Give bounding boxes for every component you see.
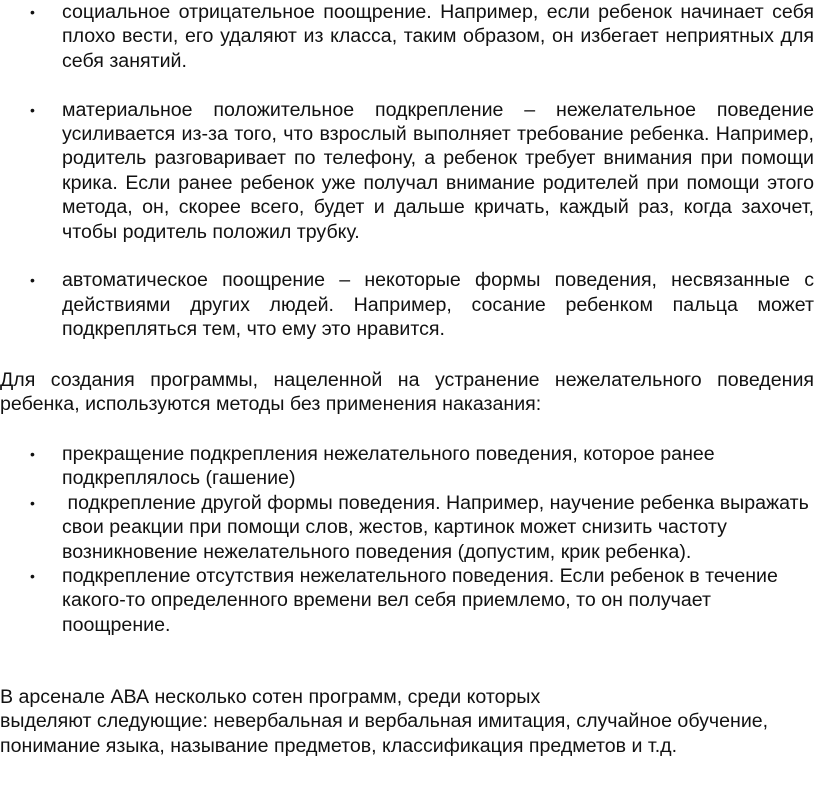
reinforcement-types-list bbox=[0, 0, 814, 366]
list-item bbox=[0, 442, 814, 491]
bullet-icon: • bbox=[30, 446, 35, 462]
list-item-text: прекращение подкрепления нежелательного поведения, которое ранее подкреплялось (гашение) bbox=[62, 443, 721, 490]
list-item-text: подкрепление другой формы поведения. Например, научение ребенка выражать свои реакции при помощи слов, жестов, картинок может снизить частоту возникновение нежелательного поведения (допустим, крик ребенка). bbox=[62, 491, 815, 563]
bullet-icon: • bbox=[30, 4, 35, 20]
list-item-text: социальное отрицательное поощрение. Например, если ребенок начинает себя плохо вести, его удаляют из класса, таким образом, он избегает неприятных для себя занятий. bbox=[62, 1, 814, 72]
intro-paragraph: Для создания программы, нацеленной на устранение нежелательного поведения ребенка, используются методы без применения наказания: bbox=[0, 369, 814, 416]
list-item-text: материальное положительное подкрепление – нежелательное поведение усиливается из-за того, что взрослый выполняет требование ребенка. Например, родитель разговаривает по телефону, а ребенок требует внимания при помощи крика. Если ранее ребенок уже получал внимание родителей при помощи этого метода, он, скорее всего, будет и дальше кричать, каждый раз, когда захочет, чтобы родитель положил трубку. bbox=[62, 98, 814, 243]
list-item bbox=[0, 268, 814, 341]
list-item bbox=[0, 98, 814, 244]
list-item-text: подкрепление отсутствия нежелательного поведения. Если ребенок в течение какого-то определенного времени вел себя приемлемо, то он получает поощрение. bbox=[62, 565, 778, 636]
bullet-icon: • bbox=[30, 101, 35, 118]
closing-paragraph bbox=[0, 685, 814, 758]
list-item bbox=[0, 491, 814, 564]
methods-list bbox=[0, 442, 814, 637]
bullet-icon: • bbox=[30, 494, 35, 511]
bullet-icon: • bbox=[30, 568, 35, 585]
list-item bbox=[0, 0, 814, 73]
closing-paragraph-body: выделяют следующие: невербальная и вербальная имитация, случайное обучение, понимание языка, называние предметов, классификация предметов и т.д. bbox=[0, 710, 769, 757]
list-item-text: автоматическое поощрение – некоторые формы поведения, несвязанные с действиями других людей. Например, сосание ребенком пальца может подкрепляться тем, что ему это нравится. bbox=[62, 269, 814, 341]
closing-paragraph-line1: В арсенале АВА несколько сотен программ, среди которых bbox=[0, 686, 541, 708]
bullet-icon: • bbox=[30, 272, 35, 289]
list-item bbox=[0, 564, 814, 637]
